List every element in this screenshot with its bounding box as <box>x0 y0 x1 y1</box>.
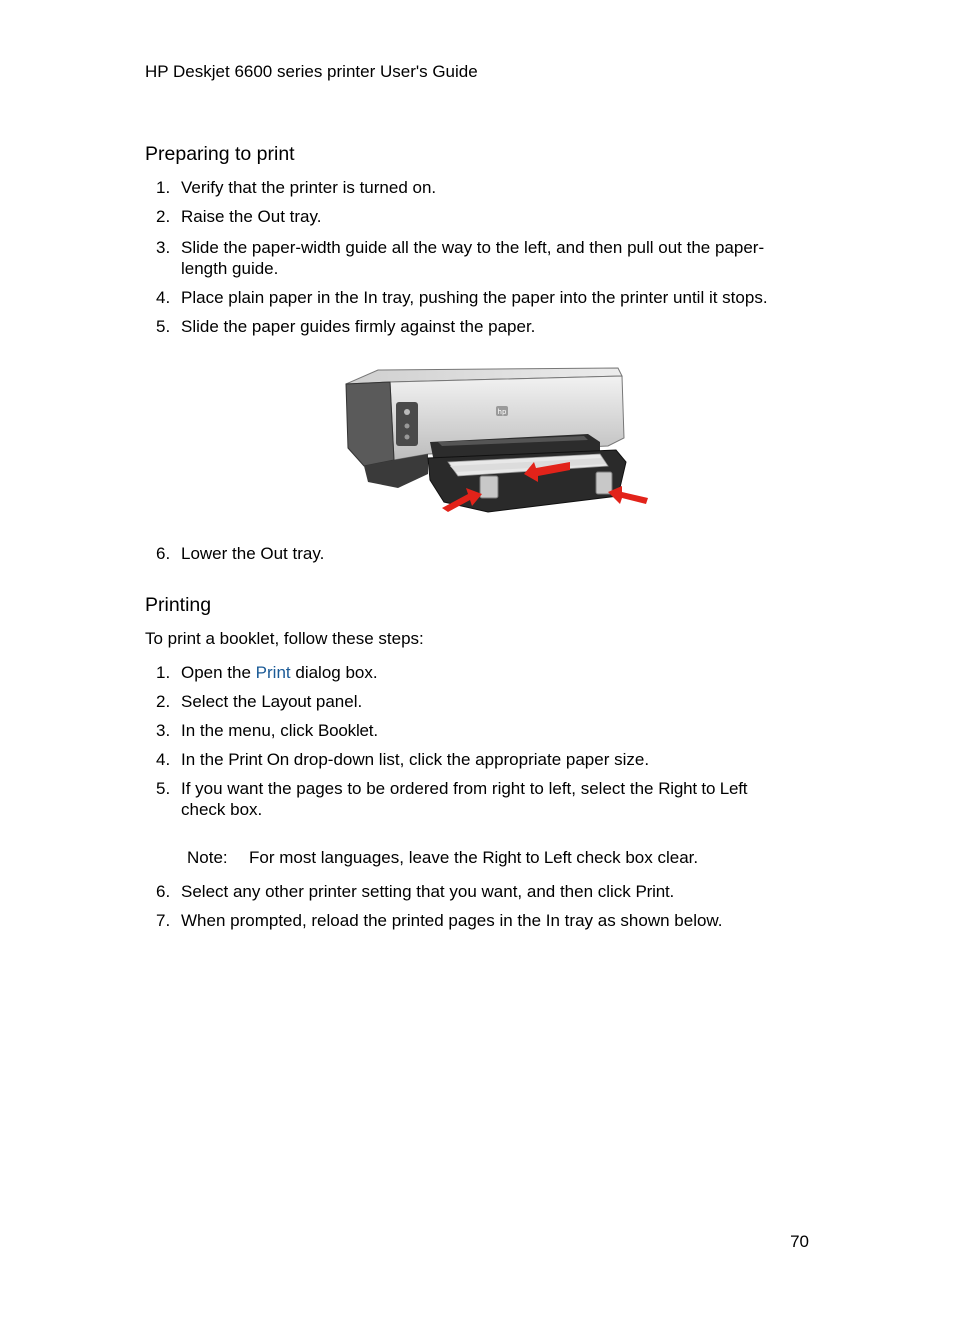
paper-length-guide <box>596 472 612 494</box>
list-item: 5. Slide the paper guides firmly against the paper. <box>156 317 536 336</box>
list-item: 4. In the Print On drop-down list, click the appropriate paper size. <box>156 750 650 769</box>
list-item: 3. In the menu, click Booklet. <box>156 721 379 740</box>
svg-text:hp: hp <box>497 408 507 416</box>
list-item: 6. Select any other printer setting that you want, and then click Print. <box>156 882 675 901</box>
power-button-icon <box>404 409 410 415</box>
list-item: 2. Select the Layout panel. <box>156 692 363 711</box>
note: Note: For most languages, leave the Right to Left check box clear. <box>187 848 699 867</box>
paper-width-guide <box>480 476 498 498</box>
list-item: 3. Slide the paper-width guide all the way to the left, and then pull out the paper- length guide. <box>156 238 765 278</box>
list-item: 7. When prompted, reload the printed pages in the In tray as shown below. <box>156 911 723 930</box>
list-item: 5. If you want the pages to be ordered from right to left, select the Right to Left check box. <box>156 779 748 819</box>
preparing-steps-list-continued <box>145 543 815 564</box>
section-title-printing: Printing <box>145 594 212 616</box>
list-item: 2. Raise the Out tray. <box>156 207 322 226</box>
list-item: 4. Place plain paper in the In tray, pushing the paper into the printer until it stops. <box>156 288 768 307</box>
printing-steps-list <box>145 662 815 820</box>
list-item: 1. Verify that the printer is turned on. <box>156 178 437 197</box>
intro-text: To print a booklet, follow these steps: <box>145 629 424 648</box>
list-item: 6. Lower the Out tray. <box>156 544 325 563</box>
page-header: HP Deskjet 6600 series printer User's Guide <box>145 62 478 81</box>
printing-steps-list-continued <box>145 881 815 931</box>
section-title-preparing: Preparing to print <box>145 143 295 165</box>
printer-illustration <box>338 362 650 514</box>
print-dialog-link[interactable]: Print <box>255 663 291 682</box>
preparing-steps-list <box>145 177 815 337</box>
list-item: 1. Open the Print dialog box. <box>156 663 378 682</box>
note-label: Note: <box>187 848 228 867</box>
page-number: 70 <box>790 1232 809 1251</box>
